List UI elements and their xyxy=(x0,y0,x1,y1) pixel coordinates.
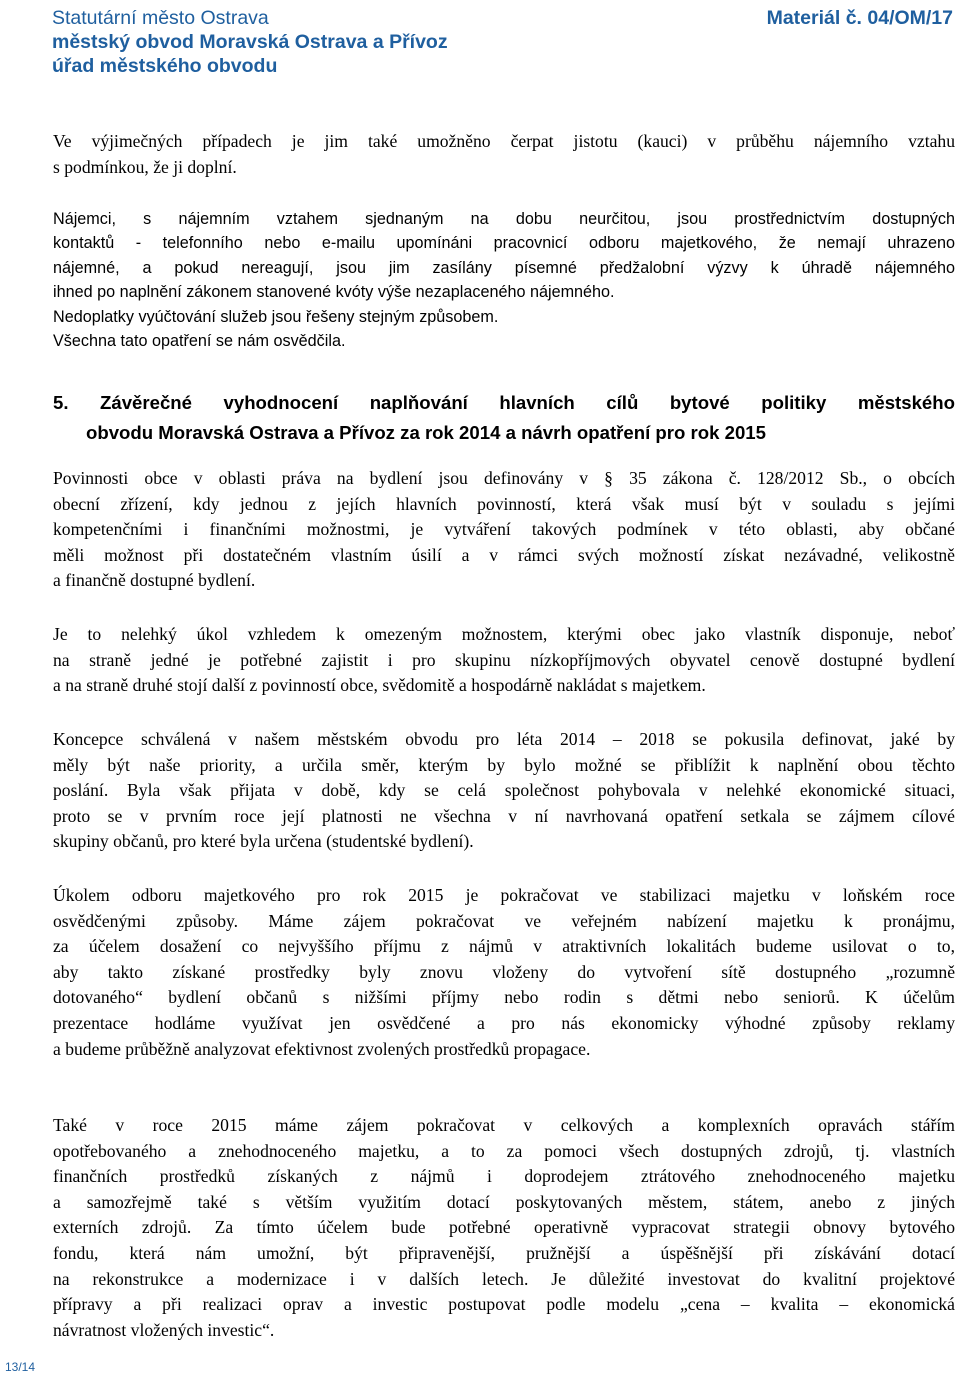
text-line: měli možnost při dostatečném vlastním úsilí a v rámci svých možností získat nezávadné, velikostně xyxy=(53,544,955,565)
office-name: úřad městského obvodu xyxy=(52,55,278,77)
text-line: Je to nelehký úkol vzhledem k omezeným možnostem, kterými obec jako vlastník disponuje, neboť xyxy=(53,624,955,644)
text-line: Všechna tato opatření se nám osvědčila. xyxy=(53,331,346,350)
text-line: dotovaného“ bydlení občanů s nižšími příjmy nebo rodin s dětmi nebo seniorů. K účelům xyxy=(53,987,955,1008)
text-line: a budeme průběžně analyzovat efektivnost zvolených prostředků propagace. xyxy=(53,1038,591,1059)
district-name: městský obvod Moravská Ostrava a Přívoz xyxy=(52,31,448,53)
text-line: proto se v prvním roce její platnosti ne všechna v ní navrhovaná opatření setkala se zájmem cílové xyxy=(53,805,955,826)
text-line: prezentace hodláme využívat jen osvědčené a pro nás ekonomicky výhodné způsoby reklamy xyxy=(53,1012,955,1033)
text-line: Koncepce schválená v našem městském obvodu pro léta 2014 – 2018 se pokusila definovat, jaké by xyxy=(53,729,955,749)
text-line: a finančně dostupné bydlení. xyxy=(53,570,256,591)
section-heading xyxy=(53,388,955,448)
text-line: návratnost vložených investic“. xyxy=(53,1319,275,1340)
text-line: skupiny občanů, pro které byla určena (studentské bydlení). xyxy=(53,831,474,852)
text-line: za účelem dosažení co nejvyššího příjmu z nájmů v atraktivních lokalitách budeme usilovat o to, xyxy=(53,936,955,957)
paragraph-concept xyxy=(53,727,955,855)
text-line: na rekonstrukce a modernizace i v dalších letech. Je důležité investovat do kvalitní projektové xyxy=(53,1268,955,1289)
text-line: osvědčenými způsoby. Máme zájem pokračovat ve veřejném nabízení majetku k pronájmu, xyxy=(53,910,955,931)
text-line: ihned po naplnění zákonem stanovené kvóty výše nezaplaceného nájemného. xyxy=(53,283,615,302)
text-line: poslání. Byla však přijata v době, kdy se celá společnost pohybovala v nelehké ekonomické situaci, xyxy=(53,780,955,801)
text-line: s podmínkou, že ji doplní. xyxy=(53,156,237,177)
text-line: obecní zřízení, kdy jednou z jejích hlavních povinností, která však musí být v souladu s jejími xyxy=(53,493,955,514)
text-line: opotřebovaného a znehodnoceného majetku, a to za pomoci všech dostupných zdrojů, tj. vlastních xyxy=(53,1140,955,1161)
heading-line: obvodu Moravská Ostrava a Přívoz za rok 2014 a návrh opatření pro rok 2015 xyxy=(86,422,766,443)
org-name: Statutární město Ostrava xyxy=(52,7,269,29)
text-line: na straně jedné je potřebné zajistit i pro skupinu nízkopříjmových obyvatel cenově dostupné bydlení xyxy=(53,649,955,670)
text-line: a samozřejmě také s větším využitím dotací poskytovaných městem, státem, anebo z jiných xyxy=(53,1191,955,1212)
text-line: Úkolem odboru majetkového pro rok 2015 je pokračovat ve stabilizaci majetku v loňském roce xyxy=(53,885,955,905)
text-line: měly být naše priority, a určila směr, kterým by bylo možné se přiblížit k naplnění obou těchto xyxy=(53,754,955,775)
paragraph-tenants xyxy=(53,207,955,353)
heading-line: 5. Závěrečné vyhodnocení naplňování hlavních cílů bytové politiky městského xyxy=(53,392,955,413)
text-line: kontaktů - telefonního nebo e-mailu upomínáni pracovnicí odboru majetkového, že nemají uhrazeno xyxy=(53,234,955,253)
paragraph-difficult-task xyxy=(53,622,955,699)
document-header xyxy=(52,6,956,78)
text-line: Ve výjimečných případech je jim také umožněno čerpat jistotu (kauci) v průběhu nájemního vztahu xyxy=(53,131,955,151)
text-line: nájemné, a pokud nereagují, jsou jim zasílány písemné předžalobní výzvy k úhradě nájemného xyxy=(53,258,955,277)
paragraph-deposit xyxy=(53,129,955,180)
text-line: externích zdrojů. Za tímto účelem bude potřebné operativně vypracovat strategii obnovy bytového xyxy=(53,1217,955,1238)
text-line: kompetenčními i finančními možnostmi, je vytváření takových podmínek v této oblasti, aby občané xyxy=(53,519,955,540)
text-line: Nedoplatky vyúčtování služeb jsou řešeny stejným způsobem. xyxy=(53,307,499,326)
text-line: finančních prostředků získaných z nájmů i doprodejem ztrátového znehodnoceného majetku xyxy=(53,1166,955,1187)
text-line: Také v roce 2015 máme zájem pokračovat v celkových a komplexních opravách stářím xyxy=(53,1115,955,1135)
text-line: přípravy a při realizaci oprav a investic postupovat podle modelu „cena – kvalita – ekonomická xyxy=(53,1294,955,1315)
text-line: fondu, která nám umožní, být připravenější, pružnější a úspěšnější při získávání dotací xyxy=(53,1242,955,1263)
text-line: a na straně druhé stojí další z povinností obce, svědomitě a hospodárně nakládat s majetkem. xyxy=(53,675,706,696)
paragraph-repairs xyxy=(53,1113,955,1343)
text-line: aby takto získané prostředky byly znovu vloženy do vytvoření sítě dostupného „rozumně xyxy=(53,961,955,982)
text-line: Povinnosti obce v oblasti práva na bydlení jsou definovány v § 35 zákona č. 128/2012 Sb., o obcích xyxy=(53,468,955,488)
page-number: 13/14 xyxy=(5,1360,36,1374)
paragraph-obligations xyxy=(53,466,955,594)
text-line: Nájemci, s nájemním vztahem sjednaným na dobu neurčitou, jsou prostřednictvím dostupných xyxy=(53,210,955,228)
material-number: Materiál č. 04/OM/17 xyxy=(766,7,953,29)
paragraph-task-2015 xyxy=(53,883,955,1062)
